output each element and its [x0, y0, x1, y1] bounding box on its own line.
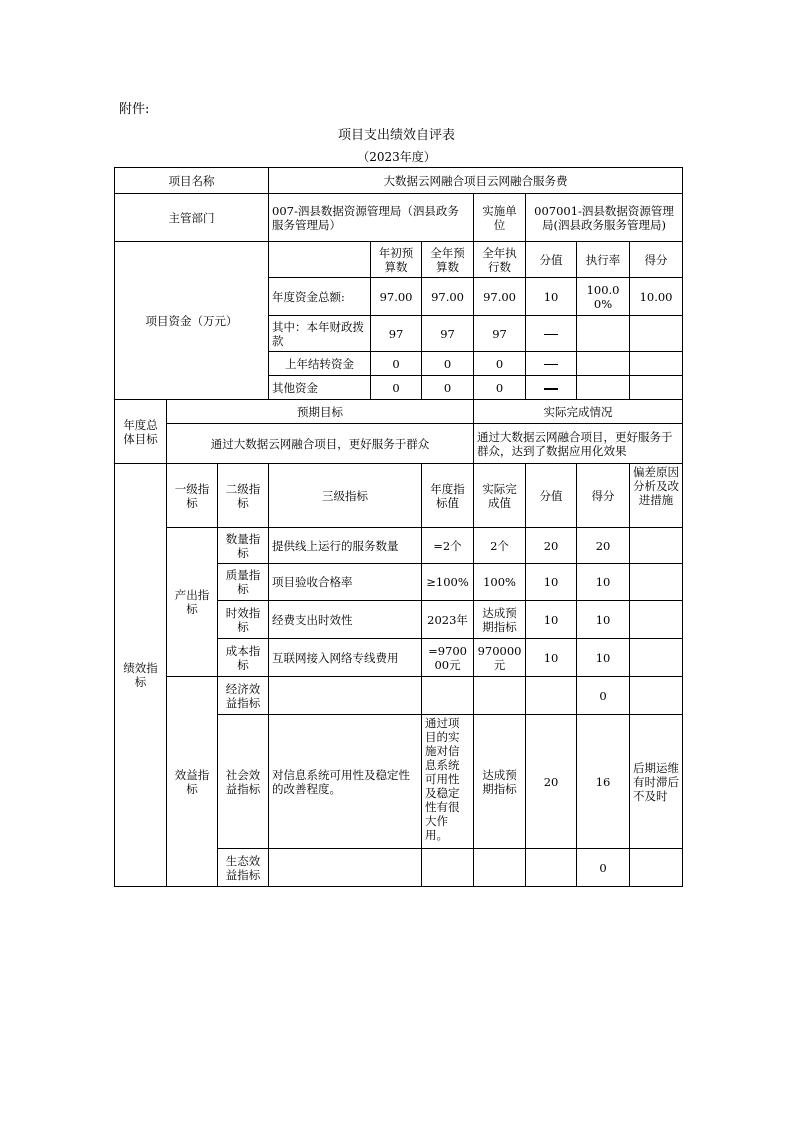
benefit-row-score: 16 [577, 715, 630, 849]
funds-header-executed: 全年执行数 [474, 242, 526, 278]
output-row-score: 20 [577, 528, 630, 564]
funds-label: 项目资金（万元） [115, 242, 269, 400]
output-row-value: 10 [526, 601, 577, 639]
benefit-row-level3 [269, 677, 422, 715]
benefit-row-value [526, 849, 577, 887]
output-row-level2: 数量指标 [218, 528, 269, 564]
output-row-target: =970000元 [422, 639, 474, 677]
project-name-label: 项目名称 [115, 168, 269, 194]
page-title: 项目支出绩效自评表 [337, 128, 455, 143]
funds-header-rate: 执行率 [577, 242, 630, 278]
funds-row-fiscal-label: 其中：本年财政拨款 [269, 316, 371, 352]
funds-fiscal-rate [577, 316, 630, 352]
output-indicators-label: 产出指标 [167, 528, 218, 677]
funds-total-score: 10.00 [630, 278, 683, 316]
output-row-reason [630, 601, 683, 639]
indicators-header-value: 分值 [526, 464, 577, 528]
output-row-reason [630, 639, 683, 677]
funds-carryover-score [630, 352, 683, 376]
project-name: 大数据云网融合项目云网融合服务费 [269, 168, 683, 194]
benefit-row-target [422, 677, 474, 715]
output-row-score: 10 [577, 564, 630, 601]
indicators-label: 绩效指标 [115, 464, 167, 887]
output-row-value: 10 [526, 564, 577, 601]
goals-expected-text: 通过大数据云网融合项目，更好服务于群众 [167, 424, 474, 464]
funds-carryover-annual: 0 [422, 352, 474, 376]
funds-other-score [630, 376, 683, 400]
funds-carryover-value [526, 352, 577, 376]
impl-value: 007001-泗县数据资源管理局(泗县政务服务管理局) [526, 194, 683, 242]
funds-fiscal-annual: 97 [422, 316, 474, 352]
goals-expected-label: 预期目标 [167, 400, 474, 424]
goals-actual-label: 实际完成情况 [474, 400, 683, 424]
benefit-row-score: 0 [577, 677, 630, 715]
funds-header-value: 分值 [526, 242, 577, 278]
indicators-header-score: 得分 [577, 464, 630, 528]
benefit-row-reason: 后期运维有时滞后不及时 [630, 715, 683, 849]
output-row-reason [630, 528, 683, 564]
funds-total-value: 10 [526, 278, 577, 316]
benefit-row-level2: 生态效益指标 [218, 849, 269, 887]
benefit-row-reason [630, 849, 683, 887]
benefit-row-value: 20 [526, 715, 577, 849]
output-row-target: ≥100% [422, 564, 474, 601]
funds-fiscal-initial: 97 [371, 316, 422, 352]
fiscal-year: （2023年度） [357, 150, 436, 164]
output-row-actual: 达成预期指标 [474, 601, 526, 639]
indicators-header-level3: 三级指标 [269, 464, 422, 528]
output-row-level3: 项目验收合格率 [269, 564, 422, 601]
funds-fiscal-value [526, 316, 577, 352]
benefit-row-actual [474, 849, 526, 887]
attachment-label: 附件: [119, 102, 150, 117]
benefit-row-score: 0 [577, 849, 630, 887]
funds-other-annual: 0 [422, 376, 474, 400]
output-row-reason [630, 564, 683, 601]
funds-row-total-label: 年度资金总额: [269, 278, 371, 316]
funds-other-value [526, 376, 577, 400]
goals-label: 年度总体目标 [115, 400, 167, 464]
dept-value: 007-泗县数据资源管理局（泗县政务服务管理局） [269, 194, 474, 242]
benefit-row-value [526, 677, 577, 715]
benefit-row-level3 [269, 849, 422, 887]
funds-row-other-label: 其他资金 [269, 376, 371, 400]
output-row-value: 10 [526, 639, 577, 677]
funds-other-initial: 0 [371, 376, 422, 400]
output-row-score: 10 [577, 601, 630, 639]
output-row-value: 20 [526, 528, 577, 564]
funds-total-rate: 100.00% [577, 278, 630, 316]
indicators-header-actual: 实际完成值 [474, 464, 526, 528]
output-row-score: 10 [577, 639, 630, 677]
output-row-target: =2个 [422, 528, 474, 564]
funds-carryover-initial: 0 [371, 352, 422, 376]
benefit-row-actual [474, 677, 526, 715]
self-evaluation-table [114, 167, 683, 887]
funds-header-blank [269, 242, 371, 278]
goals-actual-text: 通过大数据云网融合项目，更好服务于群众，达到了数据应用化效果 [474, 424, 683, 464]
benefit-row-actual: 达成预期指标 [474, 715, 526, 849]
funds-fiscal-executed: 97 [474, 316, 526, 352]
funds-carryover-rate [577, 352, 630, 376]
indicators-header-level1: 一级指标 [167, 464, 218, 528]
output-row-level3: 互联网接入网络专线费用 [269, 639, 422, 677]
output-row-actual: 970000元 [474, 639, 526, 677]
funds-other-rate [577, 376, 630, 400]
benefit-row-target [422, 849, 474, 887]
output-row-level2: 时效指标 [218, 601, 269, 639]
output-row-level2: 成本指标 [218, 639, 269, 677]
impl-label: 实施单位 [474, 194, 526, 242]
funds-header-initial: 年初预算数 [371, 242, 422, 278]
output-row-actual: 2个 [474, 528, 526, 564]
benefit-row-level2: 经济效益指标 [218, 677, 269, 715]
funds-other-executed: 0 [474, 376, 526, 400]
dept-label: 主管部门 [115, 194, 269, 242]
output-row-actual: 100% [474, 564, 526, 601]
funds-carryover-executed: 0 [474, 352, 526, 376]
indicators-header-level2: 二级指标 [218, 464, 269, 528]
funds-total-executed: 97.00 [474, 278, 526, 316]
benefit-indicators-label: 效益指标 [167, 677, 218, 887]
benefit-row-target: 通过项目的实施对信息系统可用性及稳定性有很大作用。 [422, 715, 474, 849]
funds-total-annual: 97.00 [422, 278, 474, 316]
output-row-level3: 经费支出时效性 [269, 601, 422, 639]
benefit-row-level2: 社会效益指标 [218, 715, 269, 849]
indicators-header-reason: 偏差原因分析及改进措施 [630, 464, 683, 528]
output-row-level3: 提供线上运行的服务数量 [269, 528, 422, 564]
benefit-row-reason [630, 677, 683, 715]
funds-row-carryover-label: 上年结转资金 [269, 352, 371, 376]
funds-fiscal-score [630, 316, 683, 352]
funds-total-initial: 97.00 [371, 278, 422, 316]
benefit-row-level3: 对信息系统可用性及稳定性的改善程度。 [269, 715, 422, 849]
output-row-target: 2023年 [422, 601, 474, 639]
funds-header-score: 得分 [630, 242, 683, 278]
funds-header-annual: 全年预算数 [422, 242, 474, 278]
indicators-header-target: 年度指标值 [422, 464, 474, 528]
output-row-level2: 质量指标 [218, 564, 269, 601]
